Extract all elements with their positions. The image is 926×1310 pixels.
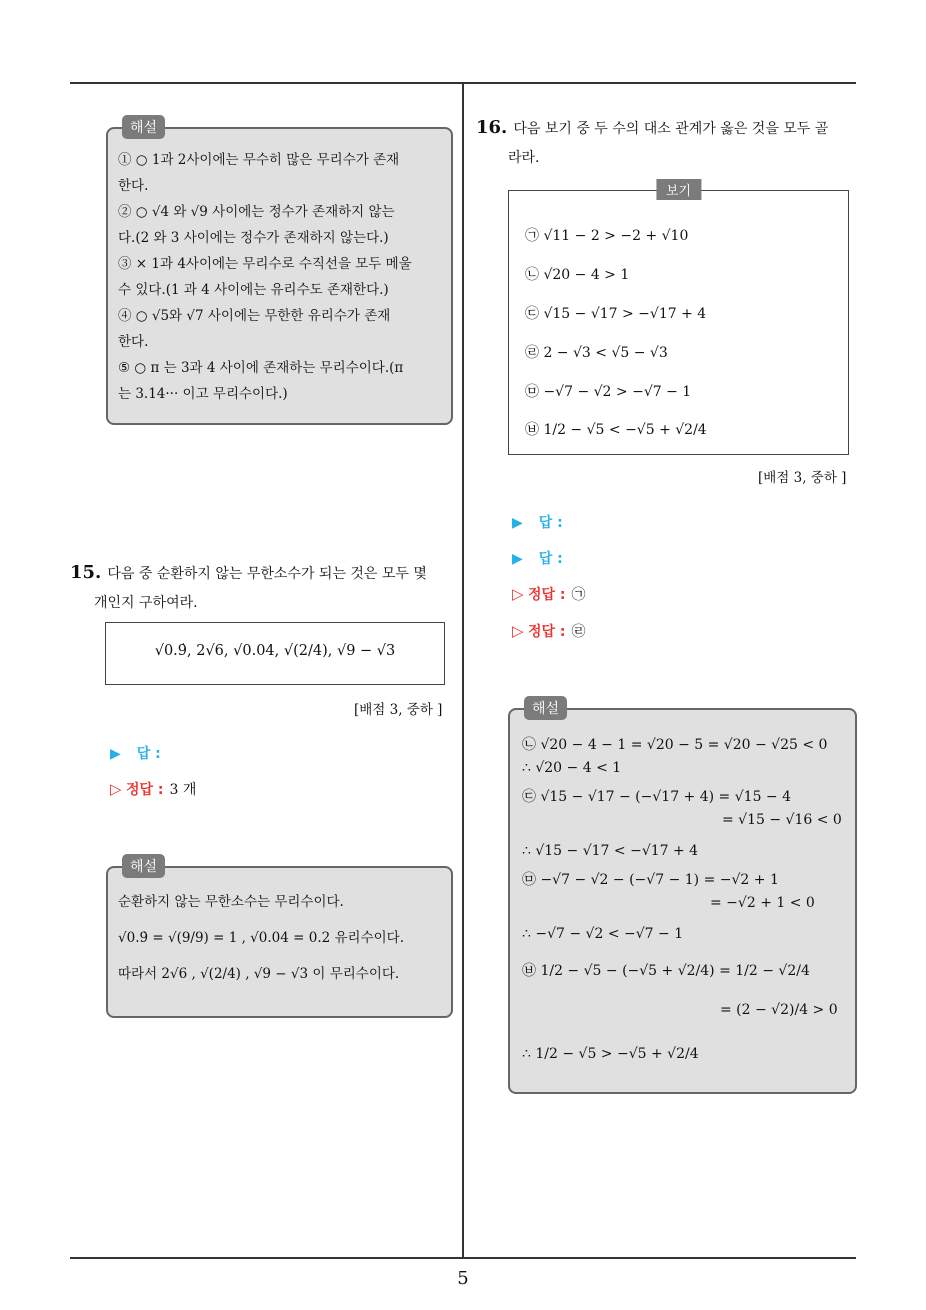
bogi-tag: 보기 xyxy=(656,179,701,200)
play-icon: ▶ xyxy=(512,551,523,567)
score-label: [배점 3, 중하 ] xyxy=(758,470,847,486)
play-icon: ▶ xyxy=(110,746,121,762)
bogi-item: ㉣ 2 − √3 < √5 − √3 xyxy=(525,345,668,361)
correct-value: 3 개 xyxy=(169,782,197,798)
correct-answer-line xyxy=(512,584,586,604)
answer-line xyxy=(512,548,563,568)
solution-line: 한다. xyxy=(118,334,149,350)
solution-line: ⑤ ○ π 는 3과 4 사이에 존재하는 무리수이다.(π xyxy=(118,360,404,376)
answer-label: 답 : xyxy=(136,746,161,762)
solution-tag: 해설 xyxy=(524,696,567,720)
bogi-item: ㉢ √15 − √17 > −√17 + 4 xyxy=(525,306,707,322)
solution-line: ④ ○ √5와 √7 사이에는 무한한 유리수가 존재 xyxy=(118,308,391,324)
outline-play-icon: ▷ xyxy=(110,780,122,798)
solution-line: 따라서 2√6 , √(2/4) , √9 − √3 이 무리수이다. xyxy=(118,966,400,982)
solution-line: ∴ −√7 − √2 < −√7 − 1 xyxy=(522,926,684,942)
answer-line xyxy=(110,743,161,763)
bogi-item: ㉥ 1/2 − √5 < −√5 + √2/4 xyxy=(525,422,707,438)
correct-label: 정답 : xyxy=(528,587,566,603)
solution-line: ㉢ √15 − √17 − (−√17 + 4) = √15 − 4 xyxy=(522,789,792,805)
solution-line: ㉤ −√7 − √2 − (−√7 − 1) = −√2 + 1 xyxy=(522,872,779,888)
solution-line: ② ○ √4 와 √9 사이에는 정수가 존재하지 않는 xyxy=(118,204,395,220)
q15-question xyxy=(70,558,460,618)
answer-label: 답 : xyxy=(538,515,563,531)
solution-line: ∴ √15 − √17 < −√17 + 4 xyxy=(522,843,699,859)
q15-solution-box xyxy=(106,859,453,1018)
solution-line: ㉡ √20 − 4 − 1 = √20 − 5 = √20 − √25 < 0 xyxy=(522,737,828,753)
solution-line: ① ○ 1과 2사이에는 무수히 많은 무리수가 존재 xyxy=(118,152,400,168)
correct-value: ㉣ xyxy=(571,624,586,640)
solution-line: ㉥ 1/2 − √5 − (−√5 + √2/4) = 1/2 − √2/4 xyxy=(522,963,810,979)
page-number: 5 xyxy=(457,1268,469,1289)
solution-line: = −√2 + 1 < 0 xyxy=(710,895,815,911)
question-number: 15. xyxy=(70,562,102,583)
solution-line: ∴ √20 − 4 < 1 xyxy=(522,760,622,776)
question-text: 개인지 구하여라. xyxy=(94,595,198,611)
solution-line: = (2 − √2)/4 > 0 xyxy=(720,1002,838,1018)
bogi-item: ㉤ −√7 − √2 > −√7 − 1 xyxy=(525,384,692,400)
q14-solution-text xyxy=(108,129,451,407)
solution-line: √0.9̇ = √(9/9) = 1 , √0.04 = 0.2 유리수이다. xyxy=(118,930,404,946)
solution-line: 다.(2 와 3 사이에는 정수가 존재하지 않는다.) xyxy=(118,230,389,246)
bogi-item: ㉠ √11 − 2 > −2 + √10 xyxy=(525,228,689,244)
solution-tag: 해설 xyxy=(122,115,165,139)
bottom-rule xyxy=(70,1257,856,1259)
q16-question xyxy=(476,113,861,173)
column-divider xyxy=(462,84,464,1259)
score-label: [배점 3, 중하 ] xyxy=(354,702,443,718)
outline-play-icon: ▷ xyxy=(512,585,524,603)
bogi-item: ㉡ √20 − 4 > 1 xyxy=(525,267,630,283)
q14-solution-box xyxy=(106,120,453,425)
q16-solution-box xyxy=(508,701,857,1094)
correct-answer-line xyxy=(512,621,586,641)
answer-label: 답 : xyxy=(538,551,563,567)
outline-play-icon: ▷ xyxy=(512,622,524,640)
solution-tag: 해설 xyxy=(122,854,165,878)
question-text: 다음 중 순환하지 않는 무한소수가 되는 것은 모두 몇 xyxy=(107,566,427,582)
correct-answer-line xyxy=(110,779,196,799)
answer-line xyxy=(512,512,563,532)
question-number: 16. xyxy=(476,117,508,138)
solution-line: 는 3.14··· 이고 무리수이다.) xyxy=(118,386,288,402)
solution-line: ∴ 1/2 − √5 > −√5 + √2/4 xyxy=(522,1046,699,1062)
solution-line: ③ × 1과 4사이에는 무리수로 수직선을 모두 메울 xyxy=(118,256,412,272)
solution-line: 수 있다.(1 과 4 사이에는 유리수도 존재한다.) xyxy=(118,282,389,298)
question-text: 다음 보기 중 두 수의 대소 관계가 옳은 것을 모두 골 xyxy=(513,121,829,137)
question-text: 라라. xyxy=(508,150,540,166)
correct-value: ㉠ xyxy=(571,587,586,603)
play-icon: ▶ xyxy=(512,515,523,531)
bogi-box xyxy=(508,184,849,455)
q15-formula-box xyxy=(105,622,445,685)
correct-label: 정답 : xyxy=(528,624,566,640)
solution-line: = √15 − √16 < 0 xyxy=(722,812,842,828)
solution-line: 순환하지 않는 무한소수는 무리수이다. xyxy=(118,894,344,910)
q15-formula: √0.9̇, 2√6, √0.04, √(2/4), √9 − √3 xyxy=(154,643,396,659)
solution-line: 한다. xyxy=(118,178,149,194)
correct-label: 정답 : xyxy=(126,782,164,798)
